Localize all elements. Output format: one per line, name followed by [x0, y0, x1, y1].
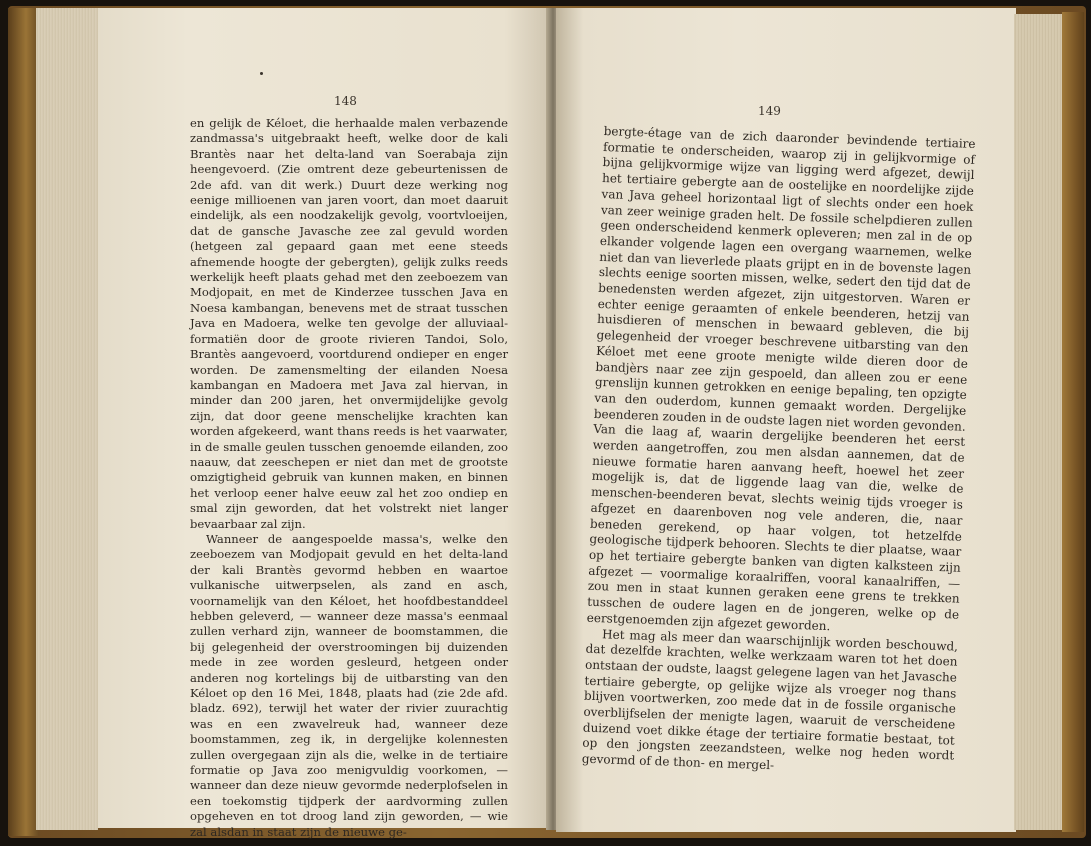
right-page-text [582, 124, 976, 780]
right-cover-edge [1062, 12, 1084, 832]
left-cover-edge [8, 8, 38, 836]
right-page-stack [1014, 14, 1064, 830]
page-number-left: 148 [334, 94, 357, 108]
ink-speck [260, 72, 263, 75]
page-number-right: 149 [758, 104, 781, 118]
paragraph: Het mag als meer dan waarschijnlijk worden beschouwd, dat dezelfde krachten, welke werkzaam waren tot het doen ontstaan der oudste, laagst gelegene lagen van het Javasche tertiaire gebergte, op gelijke wijze als vroeger nog thans blijven voortwerken, zoo mede dat in de fossile organische overblijfselen der menigte lagen, waaruit de verscheidene duizend voet dikke étage der tertiaire formatie bestaat, tot op den jongsten zeezandsteen, welke nog heden wordt gevormd of de thon- en mergel- [581, 626, 959, 773]
left-page [98, 8, 550, 839]
paragraph: en gelijk de Kéloet, die herhaalde malen verbazende zandmassa's uitgebraakt heeft, welke door de kali Brantès naar het delta-land van Soerabaja zijn heengevoerd. (Zie omtrent deze gebeurtenissen de 2de afd. van dit werk.) Duurt deze werking nog eenige millioenen van jaren voort, dan moet daaruit eindelijk, als een noodzakelijk gevolg, voortvloeijen, dat de gansche Javasche zee zal gevuld worden (hetgeen zal gepaard gaan met eene steeds afnemende hoogte der gebergten), gelijk zulks reeds werkelijk heeft plaats gehad met den zeeboezem van Modjopait, en met de Kinderzee tusschen Java en Noesa kambangan, benevens met de straat tusschen Java en Madoera, welke ten gevolge der alluviaal-formatiën door de groote rivieren Tandoi, Solo, Brantès aangevoerd, voortdurend ondieper en enger worden. De zamensmelting der eilanden Noesa kambangan en Madoera met Java zal hiervan, in minder dan 200 jaren, het onvermijdelijke gevolg zijn, dat door geene menschelijke krachten kan worden afgekeerd, want thans reeds is het vaarwater, in de smalle geulen tusschen genoemde eilanden, zoo naauw, dat zeeschepen er niet dan met de grootste omzigtigheid gebruik van kunnen maken, en binnen het verloop eener halve eeuw zal het zoo ondiep en smal zijn geworden, dat het volstrekt niet langer bevaarbaar zal zijn. [190, 116, 508, 531]
paragraph: Wanneer de aangespoelde massa's, welke den zeeboezem van Modjopait gevuld en het delta-land der kali Brantès gevormd hebben en waartoe vulkanische uitwerpselen, als zand en asch, voornamelijk van den Kéloet, het hoofdbestanddeel hebben geleverd, — wanneer deze massa's eenmaal zullen verhard zijn, wanneer de boomstammen, die bij gelegenheid der overstroomingen bij duizenden mede in zee worden gesleurd, hetgeen onder anderen nog kortelings bij de uitbarsting van den Kéloet op den 16 Mei, 1848, plaats had (zie 2de afd. bladz. 692), terwijl het water der rivier zuurachtig was en een zwavelreuk had, wanneer deze boomstammen, zeg ik, in dergelijke kolennesten zullen overgegaan zijn als die, welke in de tertiaire formatie op Java zoo menigvuldig voorkomen, — wanneer dan deze nieuw gevormde nederplofselen in een toekomstig tijdperk der aardvorming zullen opgeheven en tot droog land zijn geworden, — wie zal alsdan in staat zijn de nieuwe ge- [190, 531, 508, 839]
left-page-text [190, 116, 508, 840]
left-page-stack [36, 8, 98, 830]
right-page [556, 8, 1016, 832]
paragraph: bergte-étage van de zich daaronder bevindende tertiaire formatie te onderscheiden, waarop zij in gelijkvormige of bijna gelijkvormige wijze van ligging werd afgezet, dewijl het tertiaire gebergte aan de oostelijke en noordelijke zijde van Java geheel horizontaal ligt of slechts onder een hoek van zeer weinige graden helt. De fossile schelpdieren zullen geen onderscheidend kenmerk opleveren; men zal in de op elkander volgende lagen een overgang waarnemen, welke niet dan van lieverlede plaats grijpt en in de bovenste lagen slechts eenige soorten missen, welke, sedert den tijd dat de benedensten werden afgezet, zijn uitgestorven. Waren er echter eenige geraamten of enkele beenderen, hetzij van huisdieren of menschen in bewaard gebleven, die bij gelegenheid der vroeger beschrevene uitbarsting van den Kéloet met eene groote menigte wilde dieren door de bandjèrs naar zee zijn gespoeld, dan alleen zou er eene grenslijn kunnen getrokken en eenige bepaling, ten opzigte van den ouderdom, kunnen gemaakt worden. Dergelijke beenderen zouden in de oudste lagen niet worden gevonden. Van die laag af, waarin dergelijke beenderen het eerst werden aangetroffen, zou men alsdan aannemen, dat de nieuwe formatie haren aanvang heeft, hoewel het zeer mogelijk is, dat de liggende laag van die, welke de menschen-beenderen bevat, slechts weinig tijds vroeger is afgezet en daarenboven nog vele anderen, die, naar beneden gerekend, op haar volgen, tot hetzelfde geologische tijdperk behooren. Slechts te dier plaatse, waar op het tertiaire gebergte banken van digten kalksteen zijn afgezet — voormalige koraalriffen, vooral kanaalriffen, — zou men in staat kunnen geraken eene grens te trekken tusschen de oudere lagen en de jongeren, welke op de eerstgenoemden zijn afgezet geworden. [586, 124, 976, 633]
